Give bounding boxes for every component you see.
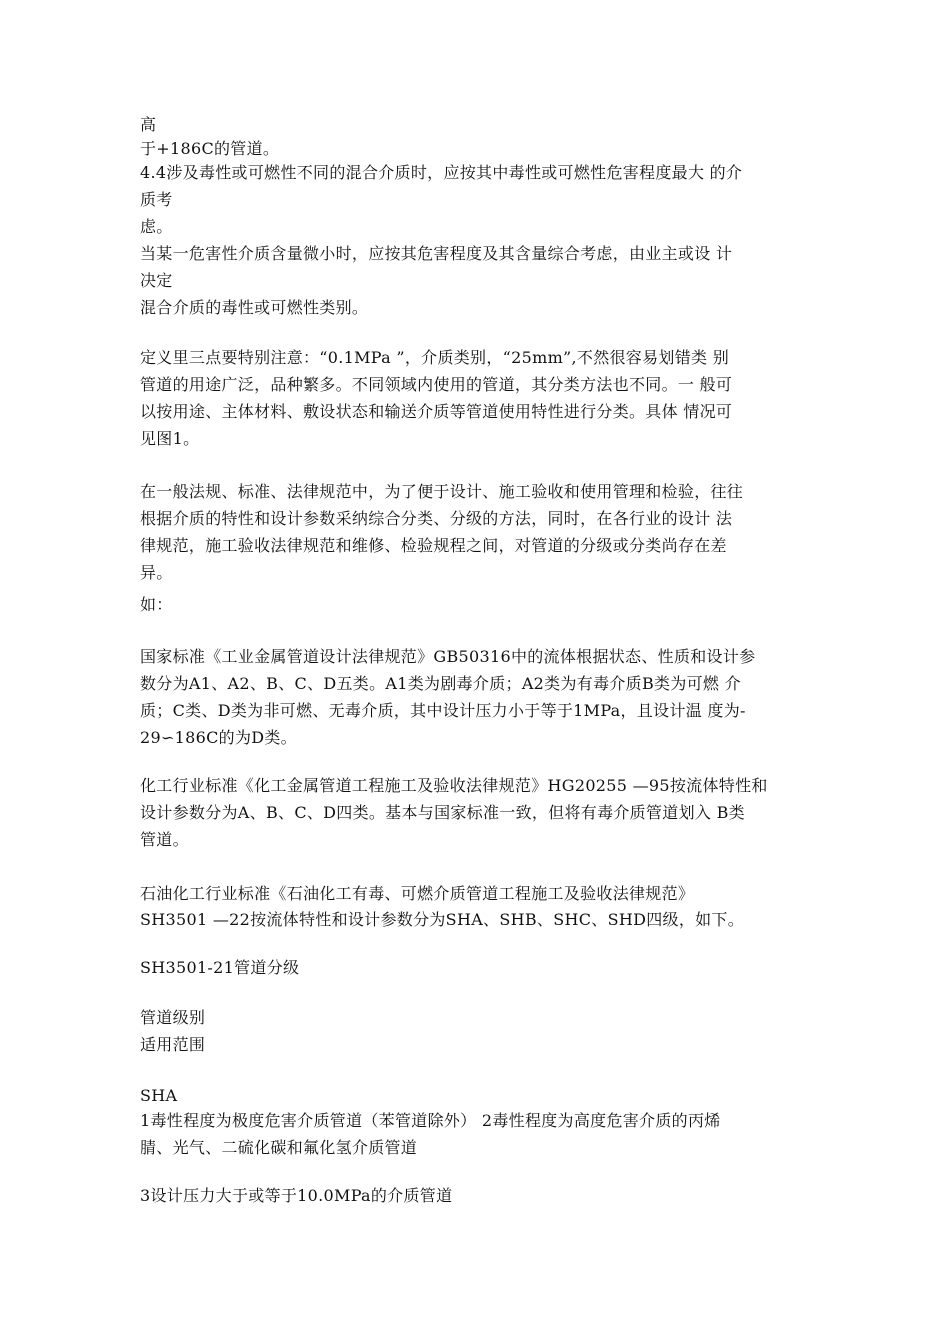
text-line: 高 bbox=[140, 115, 157, 134]
text-line: 4.4涉及毒性或可燃性不同的混合介质时，应按其中毒性或可燃性危害程度最大 的介 bbox=[140, 163, 743, 182]
text-line: 混合介质的毒性或可燃性类别。 bbox=[140, 298, 369, 317]
text-line: 异。 bbox=[140, 563, 173, 582]
text-line: 管道的用途广泛，品种繁多。不同领域内使用的管道，其分类方法也不同。一 般可 bbox=[140, 375, 733, 394]
text-line: 定义里三点要特别注意：“0.1MPa ”，介质类别，“25mm”,不然很容易划错类 别 bbox=[140, 348, 729, 367]
table-header-scope: 适用范围 bbox=[140, 1035, 206, 1054]
text-line: 根据介质的特性和设计参数采纳综合分类、分级的方法，同时，在各行业的设计 法 bbox=[140, 509, 733, 528]
table-header-level: 管道级别 bbox=[140, 1008, 206, 1027]
text-line: 石油化工行业标准《石油化工有毒、可燃介质管道工程施工及验收法律规范》 bbox=[140, 884, 695, 903]
text-line: 3设计压力大于或等于10.0MPa的介质管道 bbox=[140, 1186, 453, 1205]
text-line: 1毒性程度为极度危害介质管道（苯管道除外） 2毒性程度为高度危害介质的丙烯 bbox=[140, 1111, 721, 1130]
text-line: 29∽186C的为D类。 bbox=[140, 728, 297, 747]
text-line: 腈、光气、二硫化碳和氟化氢介质管道 bbox=[140, 1138, 418, 1157]
text-line: 化工行业标准《化工金属管道工程施工及验收法律规范》HG20255 —95按流体特性和 bbox=[140, 776, 768, 795]
text-line: 数分为A1、A2、B、C、D五类。A1类为剧毒介质；A2类为有毒介质B类为可燃 介 bbox=[140, 674, 741, 693]
text-line: 质；C类、D类为非可燃、无毒介质，其中设计压力小于等于1MPa，且设计温 度为- bbox=[140, 701, 746, 720]
text-line: 管道。 bbox=[140, 830, 189, 849]
text-line: 决定 bbox=[140, 271, 173, 290]
text-line: 当某一危害性介质含量微小时，应按其危害程度及其含量综合考虑，由业主或设 计 bbox=[140, 244, 733, 263]
text-line: 于+186C的管道。 bbox=[140, 139, 280, 158]
text-line: 质考 bbox=[140, 190, 173, 209]
section-title: SH3501-21管道分级 bbox=[140, 958, 300, 977]
text-line: 如： bbox=[140, 595, 173, 614]
text-line: 虑。 bbox=[140, 217, 173, 236]
text-line: SH3501 —22按流体特性和设计参数分为SHA、SHB、SHC、SHD四级，如下。 bbox=[140, 910, 745, 929]
text-line: 见图1。 bbox=[140, 429, 200, 448]
table-row-level: SHA bbox=[140, 1086, 178, 1105]
text-line: 在一般法规、标准、法律规范中，为了便于设计、施工验收和使用管理和检验，往往 bbox=[140, 482, 744, 501]
text-line: 国家标准《工业金属管道设计法律规范》GB50316中的流体根据状态、性质和设计参 bbox=[140, 647, 756, 666]
text-line: 设计参数分为A、B、C、D四类。基本与国家标准一致，但将有毒介质管道划入 B类 bbox=[140, 803, 745, 822]
text-line: 律规范，施工验收法律规范和维修、检验规程之间，对管道的分级或分类尚存在差 bbox=[140, 536, 727, 555]
text-line: 以按用途、主体材料、敷设状态和输送介质等管道使用特性进行分类。具体 情况可 bbox=[140, 402, 733, 421]
